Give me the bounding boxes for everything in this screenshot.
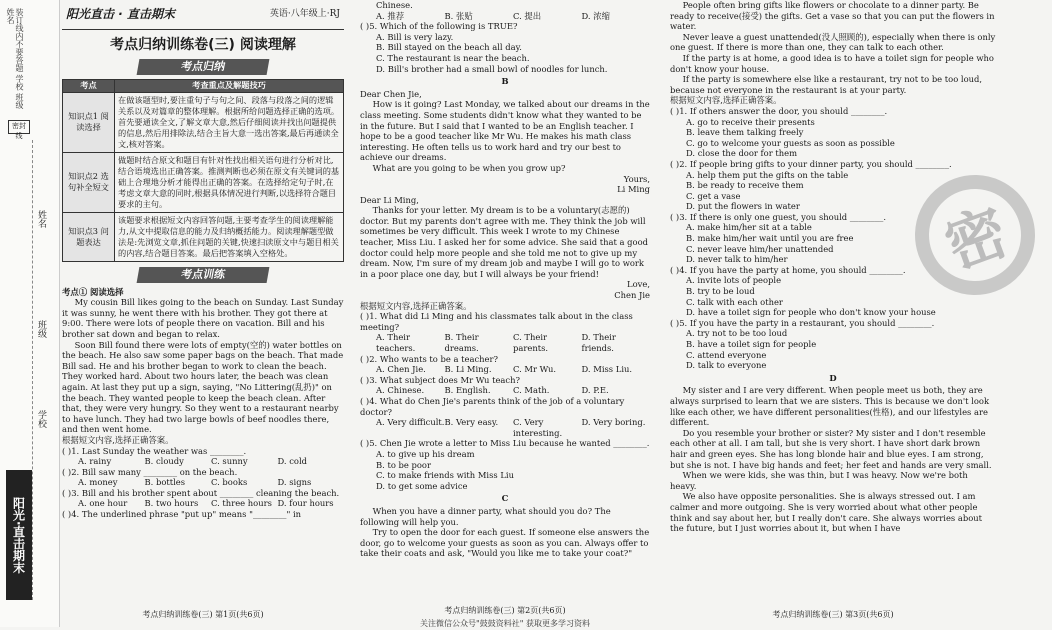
cut-line (32, 140, 33, 600)
paragraph: My sister and I are very different. When people meet us both, they are always surprised to learn that we are sisters. This is because we don't look like each other, we have different personalities(性格), and our lifestyles are different. (670, 385, 990, 428)
paragraph: How is it going? Last Monday, we talked about our dreams in the class meeting. Some students didn't know what they wanted to be in the future. But I said that I wanted to be an English teacher. I hope to be a good teacher like Mr Wu. He makes his math class interesting. He often tells us to work hard and try our best to achieve our dreams. (360, 99, 650, 163)
page-footer: 考点归纳训练卷(三) 第2页(共6页) (444, 606, 566, 616)
banner-summary: 考点归纳 (137, 59, 270, 75)
answer-option[interactable]: B. be ready to receive them (686, 180, 804, 191)
answer-option[interactable]: D. four hours (277, 498, 334, 509)
answer-option[interactable]: C. sunny (211, 456, 248, 467)
answer-option[interactable]: A. to give up his dream (376, 448, 475, 459)
letter-signature: Chen Jie (614, 290, 650, 301)
answer-option[interactable]: D. cold (277, 456, 308, 467)
answer-option[interactable]: D. signs (277, 477, 312, 488)
stamp-watermark: 密 (898, 158, 1052, 312)
question: ( )5. Chen Jie wrote a letter to Miss Liu because he wanted ________. (360, 438, 650, 449)
paragraph: When you have a dinner party, what should you do? The following will help you. (360, 505, 611, 527)
option-list (360, 332, 650, 353)
answer-option[interactable]: D. to get some advice (376, 480, 468, 491)
answer-option[interactable]: A. invite lots of people (686, 275, 782, 286)
page-footer: 考点归纳训练卷(三) 第1页(共6页) (142, 610, 264, 620)
question: ( )3. Bill and his brother spent about ________ cleaning the beach. (62, 487, 340, 498)
answer-option[interactable]: C. Math. (513, 385, 550, 396)
instruction: 根据短文内容,选择正确答案。 (360, 300, 472, 311)
answer-option[interactable]: D. Very boring. (581, 417, 646, 428)
answer-option[interactable]: C. Very interesting. (513, 417, 563, 438)
option-list (360, 385, 650, 396)
answer-option[interactable]: B. have a toilet sign for people (686, 339, 817, 349)
answer-option[interactable]: D. close the door for them (686, 148, 798, 159)
field-school: 学校 (36, 410, 46, 428)
paragraph: When we were kids, she was thin, but I was heavy. Now we're both heavy. (670, 470, 968, 491)
instruction: 根据短文内容,选择正确答案。 (670, 95, 782, 106)
answer-option[interactable]: D. put the flowers in water (686, 201, 800, 212)
seal-box: 密封线 (8, 120, 30, 134)
answer-option[interactable]: B. bottles (144, 477, 186, 488)
answer-option[interactable]: A. rainy (78, 456, 112, 467)
answer-option[interactable]: C. attend everyone (686, 349, 767, 360)
answer-option[interactable]: D. talk to everyone (686, 360, 767, 371)
option-list (62, 456, 344, 467)
paragraph: Try to open the door for each guest. If someone else answers the door, go to welcome your guests as soon as you can. Always offer to take their coats and ask, "Would you like me to take your coat?" (360, 527, 650, 559)
answer-option[interactable]: D. P.E. (581, 385, 609, 396)
paragraph: People often bring gifts like flowers or chocolate to a dinner party. Be ready to receive(接受) the gifts. Get a vase so that you can put the flowers in water. (670, 0, 995, 32)
letter-signature: Li Ming (617, 184, 650, 195)
answer-option[interactable]: C. never leave him/her unattended (686, 243, 834, 254)
answer-option[interactable]: A. one hour (78, 498, 128, 509)
answer-option[interactable]: C. Their parents. (513, 332, 549, 353)
answer-option[interactable]: B. two hours (144, 498, 199, 509)
answer-option[interactable]: B. Li Ming. (444, 364, 492, 375)
question: ( )2. Bill saw many ________ on the beach. (62, 466, 238, 477)
answer-option[interactable]: C. Mr Wu. (513, 364, 556, 375)
text-line: Chinese. (376, 0, 413, 10)
paragraph: We also have opposite personalities. She is always stressed out. I am calmer and more outgoing. She is very worried about what other people think and say about her, but I really don't care. She always worries about the future, but I just worries about it, but when I have (670, 491, 983, 534)
table-header: 考查重点及解题技巧 (115, 79, 344, 92)
answer-option[interactable]: A. make him/her sit at a table (686, 222, 812, 233)
paragraph: What are you going to be when you grow up? (372, 162, 566, 173)
question: ( )3. What subject does Mr Wu teach? (360, 374, 520, 385)
paragraph: Thanks for your letter. My dream is to be a voluntary(志愿的) doctor. But my parents don't agree with me. They think the job will sometimes be very difficult. This week I wrote to my Chinese teacher, Miss Liu. I asked her for some advice. She said that a good doctor could help more people and she told me not to give up my dream. Now, I'm sure of my dream job and maybe I will go to work in a poor place one day, but I will always be your friend! (360, 205, 648, 279)
question-list (62, 446, 344, 520)
section-letter: B (501, 76, 509, 87)
header-subject: 英语·八年级上·RJ (269, 9, 340, 20)
answer-option[interactable]: B. leave them talking freely (686, 127, 804, 138)
binding-notes: 装订线内不要答题 学校 班级 姓名 (6, 8, 24, 110)
answer-option[interactable]: D. have a toilet sign for people who don't know your house (686, 307, 936, 318)
page-footer: 考点归纳训练卷(三) 第3页(共6页) (772, 610, 894, 620)
paragraph: If the party is somewhere else like a restaurant, try not to be too loud, because not everyone in the restaurant is at your party. (670, 74, 983, 95)
letter-greeting: Dear Chen Jie, (360, 88, 422, 99)
option-list (360, 417, 650, 438)
question: ( )4. If you have the party at home, you should ________. (670, 264, 906, 275)
page-title: 考点归纳训练卷(三) 阅读理解 (110, 37, 296, 53)
answer-option[interactable]: C. get a vase (686, 190, 741, 201)
option-list (360, 449, 650, 491)
watermark-note: 关注微信公众号"鼓鼓资料社" 获取更多学习资料 (420, 619, 590, 629)
answer-option[interactable]: C. talk with each other (686, 296, 783, 307)
question: ( )1. What did Li Ming and his classmates talk about in the class meeting? (360, 311, 633, 332)
paragraph: Soon Bill found there were lots of empty(空的) water bottles on the beach. He also saw some paper bags on the beach. That made Bill sad. He and his brother began to work to clean the beach. They worked hard. About two hours later, the beach was clean again. At last they put up a sign, saying, "No Littering(乱扔)" on the beach. They wanted people to keep the beach clean. After that, they were very hungry. So they went to a restaurant nearby to have lunch. They had two large bowls of beef noodles there, and then went home. (62, 339, 344, 435)
page-header (62, 0, 344, 30)
answer-option[interactable]: B. make him/her wait until you are free (686, 233, 854, 244)
answer-option[interactable]: C. three hours (211, 498, 272, 509)
question: ( )5. If you have the party in a restaurant, you should ________. (670, 317, 935, 328)
paragraph: If the party is at home, a good idea is to have a toilet sign for people who don't know your house. (670, 52, 994, 74)
page-2 (360, 0, 650, 627)
question-list (360, 311, 650, 491)
question: ( )3. If there is only one guest, you should ________. (670, 211, 886, 222)
answer-option[interactable]: A. Very difficult. (376, 417, 445, 428)
instruction: 根据短文内容,选择正确答案。 (62, 434, 174, 445)
option-row: A. 推荐 B. 张贴 C. 提出 D. 浓缩 (376, 10, 610, 21)
paragraph: My cousin Bill likes going to the beach on Sunday. Last Sunday it was sunny, he went there with his brother. They got there at 9:00. There were lots of people there on vacation. Bill and his brother sat down and began to relax. (62, 297, 344, 339)
field-name: 姓名 (36, 210, 46, 228)
answer-option[interactable]: A. money (78, 477, 118, 488)
table-row: 知识点3 问题表达 该题要求根据短文内容回答问题,主要考查学生的阅读理解能力,从文中提取信息的能力及归纳概括能力。阅读理解题型做法是:先浏览文章,抓住问题的关键,快速扫读原文中与题目相关的内容,结合题目答案。最后把答案填入空格处。 (63, 212, 344, 261)
answer-option[interactable]: A. Chen Jie. (376, 364, 426, 375)
section-letter: D (829, 372, 837, 383)
answer-option[interactable]: D. never talk to him/her (686, 254, 788, 265)
table-row: 知识点1 阅读选择 在做该题型时,要注重句子与句之间、段落与段落之间的逻辑关系以及对篇章的整体理解。根据所给问题选择正确的选项。首先要通读全文,了解文章大意,然后仔细阅读并找出问题提供的信息,然后用排除法,结合主旨大意一选出答案,最后再通读全文,核对答案。 (63, 92, 344, 152)
letter-greeting: Dear Li Ming, (360, 194, 419, 205)
question: ( )2. If people bring gifts to your dinner party, you should ________. (670, 158, 952, 169)
option-list: A. Bill is very lazy. B. Bill stayed on the beach all day. C. The restaurant is near the beach. D. Bill's brother had a small bowl of noodles for lunch. (376, 31, 608, 74)
answer-option[interactable]: A. Chinese. (376, 385, 425, 396)
option-list (670, 117, 996, 159)
answer-option[interactable]: B. English. (444, 385, 491, 396)
answer-option[interactable]: A. help them put the gifts on the table (686, 169, 849, 180)
option-list (62, 477, 344, 488)
answer-option[interactable]: B. Very easy. (444, 417, 499, 428)
question: ( )4. The underlined phrase "put up" means "________" in (62, 509, 302, 520)
field-class: 班级 (36, 320, 46, 338)
paragraph: Do you resemble your brother or sister? My sister and I don't resemble each other at all. I am tall, but she is very short. I have short dark brown hair and green eyes. She has long blonde hair and blue eyes. I am strong, but she is not. I have big hands and feet; her feet and hands are very small. (670, 427, 992, 470)
question: ( )2. Who wants to be a teacher? (360, 353, 498, 364)
answer-option[interactable]: A. go to receive their presents (686, 116, 815, 127)
table-row: 知识点2 选句补全短文 做题时结合原文和题目有针对性找出相关语句进行分析对比,结合语境选出正确答案。推测判断也必须在原文有关键词的基础上合理地分析才能得出正确的答案。在选择给定句子时,在考虑文章大意的同时,根据具体情况进行判断,以选择符合题目要求的主句。 (63, 152, 344, 212)
question: ( )1. Last Sunday the weather was ________. (62, 445, 247, 456)
answer-option[interactable]: B. to be poor (376, 459, 431, 470)
option-list (360, 364, 650, 375)
letter-signoff: Love, (627, 279, 650, 290)
answer-option[interactable]: D. Miss Liu. (581, 364, 633, 375)
question: ( )5. Which of the following is TRUE? (360, 21, 518, 32)
option-list (670, 328, 996, 370)
question: ( )1. If others answer the door, you should ________. (670, 105, 888, 116)
answer-option[interactable]: A. Their teachers. (376, 332, 416, 353)
answer-option[interactable]: B. Their dreams. (444, 332, 479, 353)
answer-option[interactable]: C. books (211, 477, 248, 488)
option-list (62, 498, 344, 509)
section-letter: C (501, 493, 509, 504)
answer-option[interactable]: B. cloudy (144, 456, 184, 467)
binding-margin (0, 0, 60, 627)
answer-option[interactable]: A. try not to be too loud (686, 328, 788, 339)
answer-option[interactable]: C. go to welcome your guests as soon as possible (686, 137, 895, 148)
section-heading: 考点① 阅读选择 (62, 286, 124, 297)
key-points-table (62, 79, 344, 262)
answer-option[interactable]: C. to make friends with Miss Liu (376, 470, 514, 481)
answer-option[interactable]: D. Their friends. (581, 332, 616, 353)
page-3 (670, 0, 996, 627)
paragraph: Never leave a guest unattended(没人照顾的), especially when there is only one guest. If there is more than one, they can talk to each other. (670, 31, 996, 53)
question: ( )4. What do Chen Jie's parents think of the job of a voluntary doctor? (360, 395, 625, 417)
letter-signoff: Yours, (623, 173, 650, 184)
banner-training: 考点训练 (137, 267, 270, 283)
page-1 (62, 0, 344, 627)
table-header: 考点 (63, 79, 115, 92)
answer-option[interactable]: B. try to be loud (686, 286, 755, 297)
brand-logo: 阳光·直击期末 (6, 470, 32, 600)
header-logo: 阳光直击 · 直击期末 (66, 7, 175, 22)
